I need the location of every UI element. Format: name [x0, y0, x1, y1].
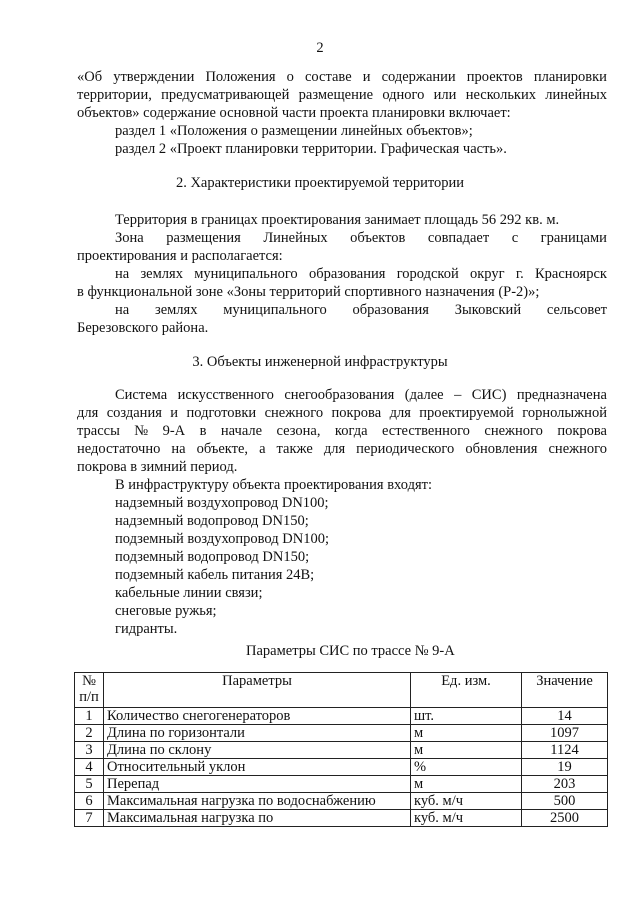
word: –	[454, 387, 462, 403]
word: г.	[515, 266, 524, 282]
row-unit: м	[411, 742, 522, 759]
col-header-number: № п/п	[75, 673, 104, 708]
infra-item: подземный водопровод DN150;	[115, 549, 310, 565]
word: землях	[154, 302, 198, 318]
row-number: 2	[75, 725, 104, 742]
word: в	[199, 423, 207, 439]
word: и	[362, 69, 371, 85]
area-text: Территория в границах проектирования занимает площадь 56 292 кв. м.	[115, 212, 560, 228]
infra-item: кабельные линии связи;	[115, 585, 263, 601]
word: снегообразования	[284, 387, 395, 403]
row-unit: %	[411, 759, 522, 776]
word: для	[77, 405, 99, 421]
sis-line-2	[77, 404, 607, 422]
word: территории,	[77, 87, 152, 103]
word: снежного	[264, 405, 324, 421]
row-value: 1097	[522, 725, 608, 742]
row-value: 203	[522, 776, 608, 793]
word: или	[433, 87, 457, 103]
row-number: 4	[75, 759, 104, 776]
word: Система	[115, 387, 168, 403]
row-unit: куб. м/ч	[411, 810, 522, 827]
col-header-value: Значение	[522, 673, 608, 708]
word: землях	[140, 266, 183, 282]
section-3-heading: 3. Объекты инженерной инфраструктуры	[192, 354, 448, 370]
krasnoyarsk-line-2: в функциональной зоне «Зоны территорий спортивного назначения (Р-2)»;	[77, 284, 540, 300]
intro-line-3: объектов» содержание основной части проекта планировки включает:	[77, 105, 511, 121]
col-header-unit: Ед. изм.	[411, 673, 522, 708]
infra-item: надземный водопровод DN150;	[115, 513, 309, 529]
row-number: 7	[75, 810, 104, 827]
infra-item: подземный кабель питания 24В;	[115, 567, 315, 583]
word: снежного	[548, 441, 607, 457]
row-parameter: Длина по склону	[104, 742, 411, 759]
section-2-heading: 2. Характеристики проектируемой территории	[175, 175, 465, 191]
word: обновления	[465, 441, 538, 457]
table-row	[75, 776, 608, 793]
row-number: 1	[75, 708, 104, 725]
word: создания	[106, 405, 162, 421]
word: покрова	[331, 405, 382, 421]
word: Зыковский	[454, 302, 522, 318]
sis-line-1	[115, 386, 607, 404]
word: естественного	[381, 423, 470, 439]
row-number: 6	[75, 793, 104, 810]
word: на	[171, 441, 186, 457]
word: для	[389, 405, 411, 421]
word: подготовки	[186, 405, 257, 421]
word: Положения	[205, 69, 276, 85]
table-row	[75, 759, 608, 776]
table-title: Параметры СИС по трассе № 9-А	[246, 643, 455, 659]
word: утверждении	[113, 69, 195, 85]
word: городской	[396, 266, 459, 282]
word: содержании	[381, 69, 456, 85]
word: а	[259, 441, 266, 457]
row-value: 500	[522, 793, 608, 810]
word: Красноярск	[535, 266, 607, 282]
table-row	[75, 708, 608, 725]
table-row	[75, 725, 608, 742]
row-parameter: Относительный уклон	[104, 759, 411, 776]
word: снежного	[484, 423, 543, 439]
parameters-table	[74, 672, 608, 827]
word: сельсовет	[546, 302, 607, 318]
word: когда	[334, 423, 368, 439]
sis-line-4	[77, 440, 607, 458]
zone-line-2: проектирования и располагается:	[77, 248, 283, 264]
word: Линейных	[263, 230, 328, 246]
word: объектов	[350, 230, 406, 246]
word: сезона,	[276, 423, 321, 439]
infra-item: надземный воздухопровод DN100;	[115, 495, 329, 511]
intro-line-1	[77, 68, 607, 86]
word: предусматривающей	[161, 87, 290, 103]
word: объекте,	[196, 441, 249, 457]
word: (далее	[404, 387, 444, 403]
word: «Об	[77, 69, 103, 85]
page-number: 2	[316, 40, 324, 56]
row-unit: м	[411, 776, 522, 793]
word: трассы	[77, 423, 120, 439]
col-header-parameters: Параметры	[104, 673, 411, 708]
word: 9-А	[162, 423, 186, 439]
word: недостаточно	[77, 441, 161, 457]
word: размещения	[166, 230, 241, 246]
zone-line-1	[115, 229, 607, 247]
row-unit: м	[411, 725, 522, 742]
word: периодического	[356, 441, 455, 457]
infra-item: снеговые ружья;	[115, 603, 217, 619]
row-value: 1124	[522, 742, 608, 759]
word: линейных	[545, 87, 607, 103]
word: одного	[382, 87, 425, 103]
row-parameter: Количество снегогенераторов	[104, 708, 411, 725]
word: также	[276, 441, 313, 457]
table-row	[75, 742, 608, 759]
row-value: 2500	[522, 810, 608, 827]
row-unit: шт.	[411, 708, 522, 725]
word: Зона	[115, 230, 144, 246]
infra-intro: В инфраструктуру объекта проектирования входят:	[115, 477, 432, 493]
word: для	[323, 441, 346, 457]
word: совпадает	[427, 230, 490, 246]
word: образования	[352, 302, 429, 318]
row-parameter: Максимальная нагрузка по водоснабжению	[104, 793, 411, 810]
row-value: 19	[522, 759, 608, 776]
krasnoyarsk-line-1	[115, 265, 607, 283]
word: о	[286, 69, 294, 85]
word: на	[115, 302, 130, 318]
infra-item: подземный воздухопровод DN100;	[115, 531, 329, 547]
row-parameter: Длина по горизонтали	[104, 725, 411, 742]
sis-line-3	[77, 422, 607, 440]
word: и	[170, 405, 179, 421]
intro-line-2	[77, 86, 607, 104]
row-unit: куб. м/ч	[411, 793, 522, 810]
word: искусственного	[177, 387, 274, 403]
sis-line-5: покрова в зимний период.	[77, 459, 238, 475]
word: №	[134, 423, 149, 439]
word: размещение	[298, 87, 374, 103]
word: муниципального	[194, 266, 298, 282]
section-1-item: раздел 1 «Положения о размещении линейных объектов»;	[115, 123, 473, 139]
table-header-row	[75, 673, 608, 708]
row-number: 5	[75, 776, 104, 793]
row-parameter: Максимальная нагрузка по	[104, 810, 411, 827]
row-value: 14	[522, 708, 608, 725]
table-row	[75, 810, 608, 827]
word: составе	[305, 69, 352, 85]
word: СИС)	[471, 387, 507, 403]
word: планировки	[533, 69, 607, 85]
infra-item: гидранты.	[115, 621, 178, 637]
word: округ	[470, 266, 505, 282]
word: границами	[540, 230, 607, 246]
word: горнолыжной	[522, 405, 607, 421]
word: проектируемой	[419, 405, 514, 421]
row-number: 3	[75, 742, 104, 759]
zykovsky-line-2: Березовского района.	[77, 320, 209, 336]
word: нескольких	[465, 87, 536, 103]
word: покрова	[557, 423, 607, 439]
row-parameter: Перепад	[104, 776, 411, 793]
word: образования	[308, 266, 386, 282]
word: проектов	[466, 69, 523, 85]
zykovsky-line-1	[115, 301, 607, 319]
word: начале	[220, 423, 263, 439]
word: с	[511, 230, 519, 246]
word: муниципального	[223, 302, 327, 318]
word: предназначена	[516, 387, 607, 403]
section-2-item: раздел 2 «Проект планировки территории. Графическая часть».	[115, 141, 507, 157]
word: на	[115, 266, 130, 282]
table-row	[75, 793, 608, 810]
